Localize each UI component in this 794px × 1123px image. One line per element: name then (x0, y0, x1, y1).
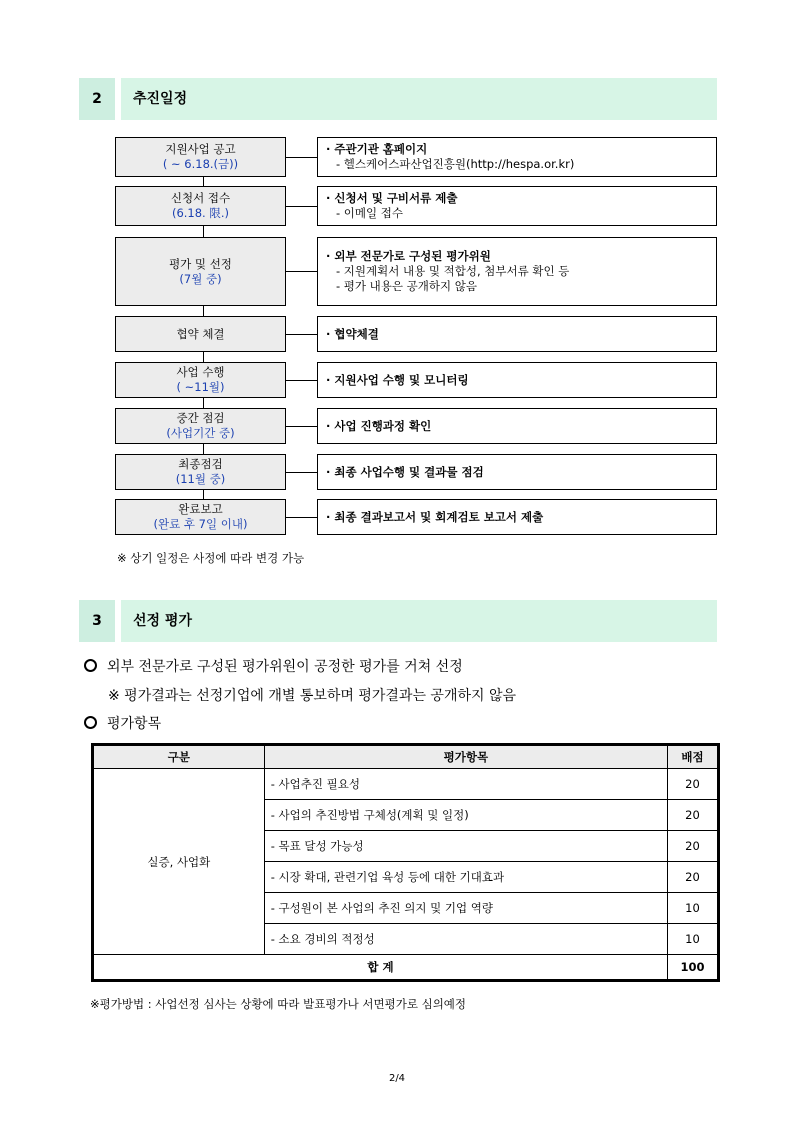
step-period: (7월 중) (179, 271, 222, 286)
selection-paragraph (84, 656, 463, 676)
section-2-header (79, 78, 717, 120)
evaluation-table (93, 745, 718, 980)
schedule-step (115, 316, 286, 352)
section-number: 3 (79, 600, 115, 642)
step-detail: - 평가 내용은 공개하지 않음 (336, 279, 477, 293)
eval-score: 10 (668, 924, 718, 955)
section-title: 추진일정 (121, 78, 717, 120)
step-link (286, 206, 317, 207)
step-description (317, 237, 717, 306)
step-period: (11월 중) (175, 472, 226, 486)
schedule-step (115, 237, 286, 306)
schedule-step (115, 186, 286, 226)
step-period: ( ~11월) (176, 380, 225, 394)
eval-item: - 목표 달성 가능성 (264, 831, 667, 862)
section-3-header (79, 600, 717, 642)
step-label: 사업 수행 (176, 365, 225, 379)
step-label: 완료보고 (178, 502, 223, 516)
eval-item: - 사업추진 필요성 (264, 769, 667, 800)
eval-score: 20 (668, 769, 718, 800)
evaluation-method-note: ※평가방법 : 사업선정 심사는 상황에 따라 발표평가나 서면평가로 심의예정 (90, 997, 467, 1011)
step-main-text: · 협약체결 (326, 326, 379, 341)
step-link (286, 380, 317, 381)
step-description (317, 499, 717, 535)
step-main-text: · 최종 사업수행 및 결과물 점검 (326, 464, 484, 479)
column-header: 구분 (94, 746, 265, 769)
step-label: 신청서 접수 (170, 191, 231, 205)
circle-bullet-icon (84, 659, 97, 672)
schedule-step (115, 499, 286, 535)
column-header: 배점 (668, 746, 718, 769)
step-period: (6.18. 限.) (171, 206, 230, 220)
eval-items-heading (84, 713, 161, 733)
eval-item: - 소요 경비의 적정성 (264, 924, 667, 955)
eval-score: 20 (668, 831, 718, 862)
schedule-note: ※ 상기 일정은 사정에 따라 변경 가능 (117, 551, 305, 565)
step-label: 최종점검 (178, 457, 223, 471)
eval-item: - 사업의 추진방법 구체성(계획 및 일정) (264, 800, 667, 831)
eval-score: 10 (668, 893, 718, 924)
paragraph-text: 외부 전문가로 구성된 평가위원이 공정한 평가를 거쳐 선정 (107, 659, 463, 675)
step-label: 중간 점검 (176, 411, 225, 425)
total-row (94, 955, 718, 980)
step-detail: - 지원계획서 내용 및 적합성, 첨부서류 확인 등 (336, 264, 570, 278)
step-label: 평가 및 선정 (169, 256, 232, 271)
schedule-step (115, 137, 286, 177)
section-number: 2 (79, 78, 115, 120)
total-label: 합 계 (94, 955, 668, 980)
category-cell: 실증, 사업화 (94, 769, 265, 955)
step-main-text: · 사업 진행과정 확인 (326, 418, 432, 433)
schedule-step (115, 408, 286, 444)
step-link (286, 517, 317, 518)
step-link (286, 157, 317, 158)
step-label: 협약 체결 (176, 326, 225, 341)
table-row (94, 769, 718, 800)
step-link (286, 334, 317, 335)
selection-note: ※ 평가결과는 선정기업에 개별 통보하며 평가결과는 공개하지 않음 (108, 688, 517, 704)
step-description (317, 316, 717, 352)
circle-bullet-icon (84, 716, 97, 729)
eval-item: - 구성원이 본 사업의 추진 의지 및 기업 역량 (264, 893, 667, 924)
section-title: 선정 평가 (121, 600, 717, 642)
eval-item: - 시장 확대, 관련기업 육성 등에 대한 기대효과 (264, 862, 667, 893)
table-header-row (94, 746, 718, 769)
step-detail: - 헬스케어스파산업진흥원(http://hespa.or.kr) (336, 157, 575, 171)
step-main-text: · 지원사업 수행 및 모니터링 (326, 372, 469, 387)
heading-text: 평가항목 (107, 716, 162, 732)
step-period: ( ~ 6.18.(금)) (162, 157, 239, 171)
eval-score: 20 (668, 862, 718, 893)
step-link (286, 271, 317, 272)
step-main-text: · 외부 전문가로 구성된 평가위원 (326, 249, 491, 263)
step-detail: - 이메일 접수 (336, 206, 404, 220)
step-description (317, 454, 717, 490)
step-description (317, 137, 717, 177)
column-header: 평가항목 (264, 746, 667, 769)
total-score: 100 (668, 955, 718, 980)
step-description (317, 408, 717, 444)
step-main-text: · 최종 결과보고서 및 회계검토 보고서 제출 (326, 509, 544, 524)
step-link (286, 426, 317, 427)
schedule-step (115, 362, 286, 398)
step-main-text: · 신청서 및 구비서류 제출 (326, 191, 458, 205)
page-number: 2/4 (388, 1073, 406, 1084)
step-period: (완료 후 7일 이내) (153, 517, 248, 531)
step-period: (사업기간 중) (166, 426, 235, 440)
schedule-step (115, 454, 286, 490)
step-main-text: · 주관기관 홈페이지 (326, 142, 428, 156)
step-label: 지원사업 공고 (165, 142, 236, 156)
step-description (317, 362, 717, 398)
step-description (317, 186, 717, 226)
step-link (286, 472, 317, 473)
eval-score: 20 (668, 800, 718, 831)
